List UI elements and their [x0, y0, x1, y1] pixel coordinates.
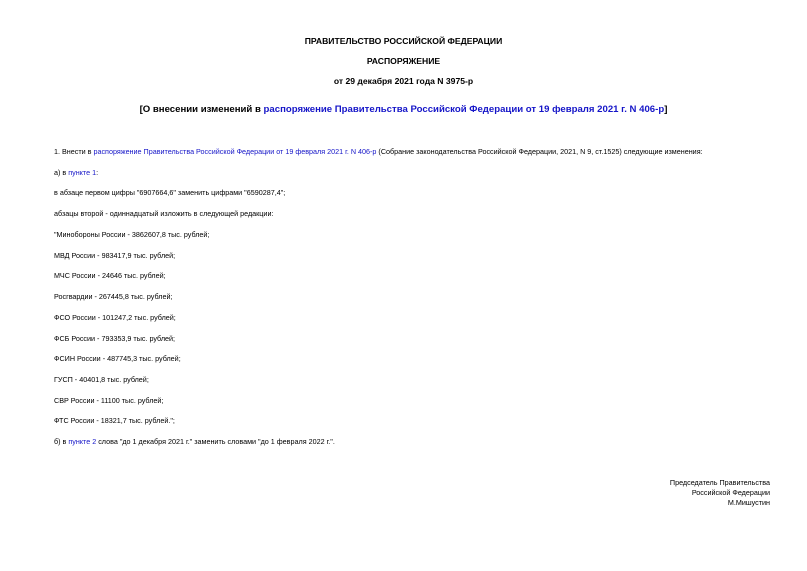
date-number-heading: от 29 декабря 2021 года N 3975-р — [333, 76, 474, 86]
list-item: Росгвардии - 267445,8 тыс. рублей; — [54, 292, 173, 301]
title-link-order-406[interactable]: распоряжение Правительства Российской Федерации от 19 февраля 2021 г. N 406-р — [263, 104, 665, 115]
link-point-1[interactable]: пункте 1 — [68, 168, 97, 177]
list-item: МЧС России - 24646 тыс. рублей; — [54, 271, 166, 280]
intro-suffix: (Собрание законодательства Российской Федерации, 2021, N 9, ст.1525) следующие изменения: — [376, 147, 703, 156]
paragraph-intro — [54, 147, 703, 156]
intro-link-order-406[interactable]: распоряжение Правительства Российской Федерации от 19 февраля 2021 г. N 406-р — [93, 147, 377, 156]
list-item: ФСО России - 101247,2 тыс. рублей; — [54, 313, 176, 322]
signature-name: М.Мишустин — [727, 498, 770, 507]
list-item: ГУСП - 40401,8 тыс. рублей; — [54, 375, 149, 384]
signature-position-2: Российской Федерации — [691, 488, 770, 497]
document-title — [0, 104, 807, 115]
item-a-suffix: : — [96, 168, 99, 177]
list-item: "Минобороны России - 3862607,8 тыс. рублей; — [54, 230, 210, 239]
document-type-heading: РАСПОРЯЖЕНИЕ — [366, 56, 441, 66]
paragraph-item-a-line2: абзацы второй - одиннадцатый изложить в следующей редакции: — [54, 209, 274, 218]
list-item: СВР России - 11100 тыс. рублей; — [54, 396, 164, 405]
list-item: МВД России - 983417,9 тыс. рублей; — [54, 251, 176, 260]
signature-position-1: Председатель Правительства — [669, 478, 770, 487]
list-item: ФТС России - 18321,7 тыс. рублей."; — [54, 416, 175, 425]
item-b-suffix: слова "до 1 декабря 2021 г." заменить словами "до 1 февраля 2022 г.". — [96, 437, 335, 446]
link-point-2[interactable]: пункте 2 — [68, 437, 97, 446]
paragraph-item-a-line1: в абзаце первом цифры "6907664,6" заменить цифрами "6590287,4"; — [54, 188, 286, 197]
paragraph-item-b — [54, 437, 335, 446]
title-suffix: ] — [664, 104, 668, 115]
title-prefix: [О внесении изменений в — [139, 104, 264, 115]
item-a-prefix: а) в — [54, 168, 69, 177]
paragraph-item-a — [54, 168, 98, 177]
item-b-prefix: б) в — [54, 437, 69, 446]
issuer-heading: ПРАВИТЕЛЬСТВО РОССИЙСКОЙ ФЕДЕРАЦИИ — [304, 36, 503, 46]
intro-prefix: 1. Внести в — [54, 147, 94, 156]
list-item: ФСБ России - 793353,9 тыс. рублей; — [54, 334, 176, 343]
list-item: ФСИН России - 487745,3 тыс. рублей; — [54, 354, 181, 363]
